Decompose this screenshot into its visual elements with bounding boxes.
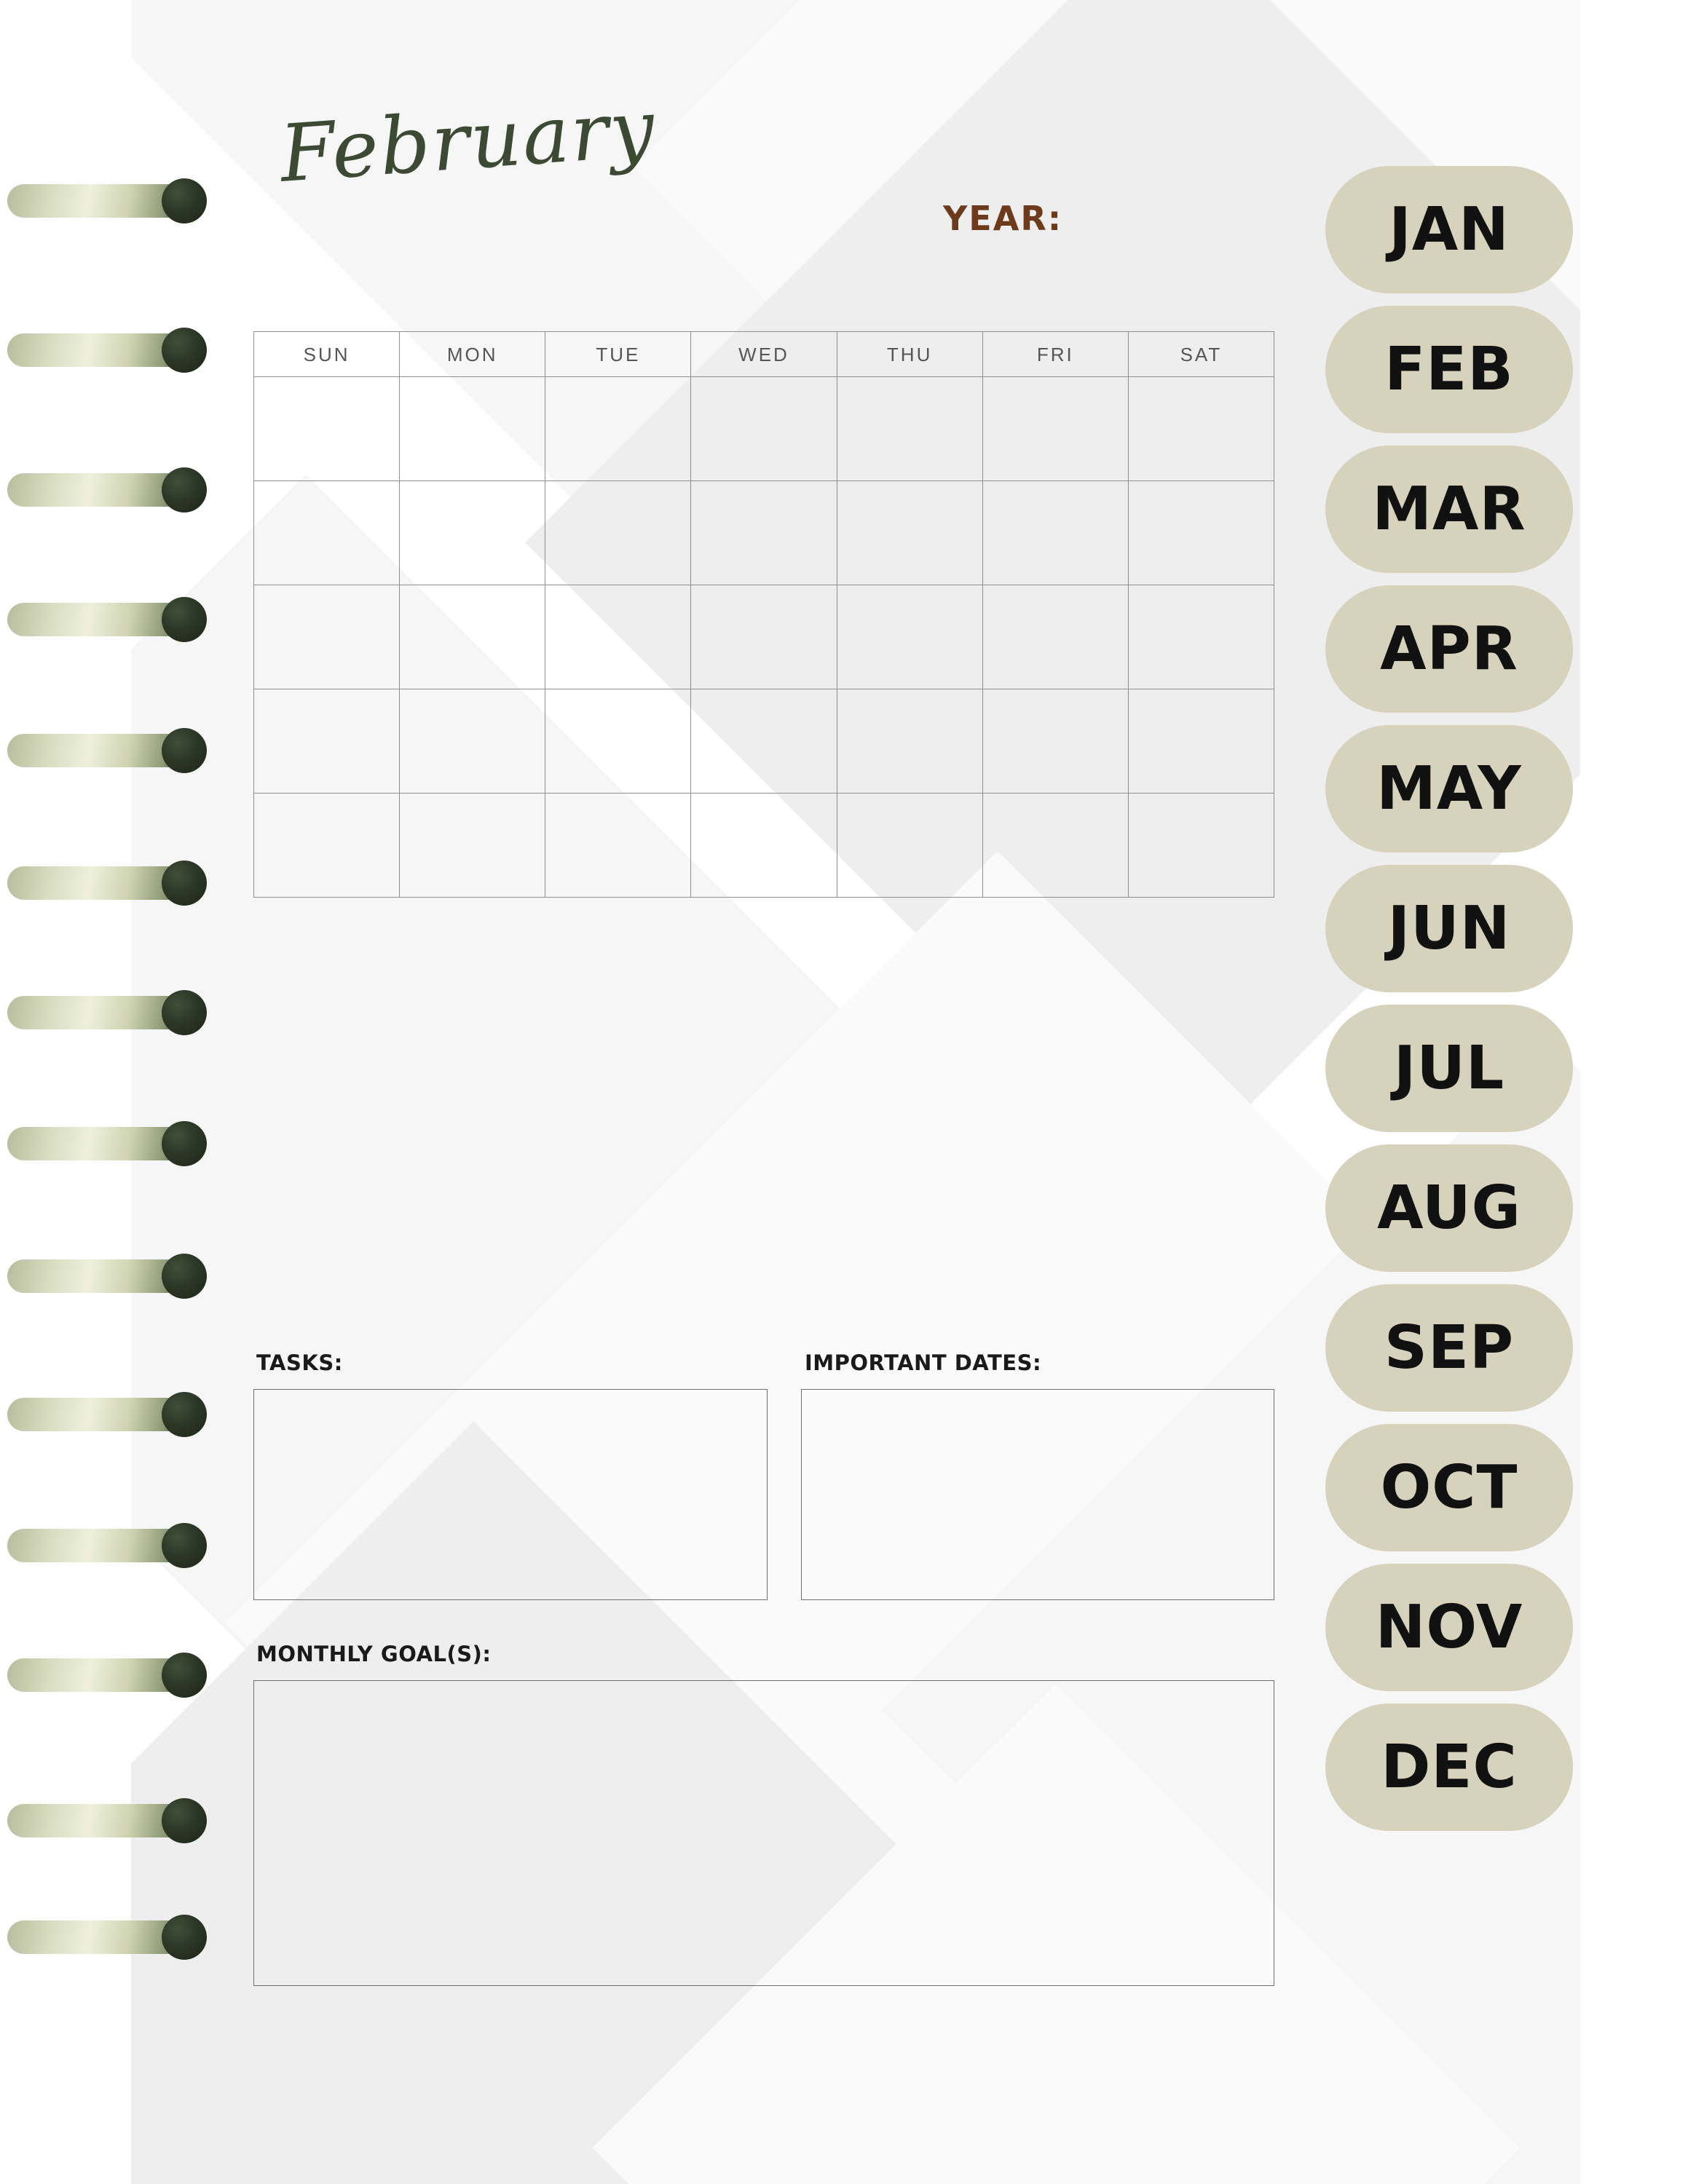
spiral-ring-icon (7, 328, 226, 373)
month-tab-may[interactable]: MAY (1325, 725, 1573, 852)
spiral-ring-icon (7, 1798, 226, 1843)
calendar-day-cell[interactable] (545, 585, 691, 689)
spiral-binding (0, 0, 240, 2184)
weekday-header-wed: WED (691, 332, 837, 377)
calendar-day-cell[interactable] (837, 585, 983, 689)
calendar-day-cell[interactable] (983, 689, 1129, 794)
calendar-day-cell[interactable] (837, 377, 983, 481)
tasks-label: TASKS: (256, 1350, 343, 1375)
spiral-ring-icon (7, 1915, 226, 1960)
calendar-day-cell[interactable] (691, 481, 837, 585)
weekday-header-sat: SAT (1129, 332, 1274, 377)
spiral-ring-icon (7, 1653, 226, 1698)
month-tab-sep[interactable]: SEP (1325, 1284, 1573, 1412)
spiral-ring-icon (7, 860, 226, 906)
calendar-day-cell[interactable] (400, 481, 545, 585)
month-tab-mar[interactable]: MAR (1325, 446, 1573, 573)
calendar-day-cell[interactable] (545, 377, 691, 481)
month-tab-dec[interactable]: DEC (1325, 1704, 1573, 1831)
calendar-day-cell[interactable] (983, 481, 1129, 585)
calendar-day-cell[interactable] (983, 585, 1129, 689)
calendar-day-cell[interactable] (254, 689, 400, 794)
spiral-ring-icon (7, 1392, 226, 1437)
spiral-ring-icon (7, 1121, 226, 1166)
year-label: YEAR: (943, 199, 1063, 238)
calendar-day-cell[interactable] (400, 794, 545, 898)
calendar-day-cell[interactable] (983, 794, 1129, 898)
calendar-day-cell[interactable] (254, 585, 400, 689)
calendar-day-cell[interactable] (1129, 481, 1274, 585)
calendar-week-row (254, 377, 1274, 481)
calendar-header-row (254, 332, 1274, 377)
calendar-day-cell[interactable] (400, 377, 545, 481)
important-dates-label: IMPORTANT DATES: (805, 1350, 1042, 1375)
calendar-day-cell[interactable] (691, 377, 837, 481)
calendar-week-row (254, 794, 1274, 898)
calendar-day-cell[interactable] (1129, 585, 1274, 689)
weekday-header-fri: FRI (983, 332, 1129, 377)
weekday-header-tue: TUE (545, 332, 691, 377)
calendar-day-cell[interactable] (837, 481, 983, 585)
monthly-goals-label: MONTHLY GOAL(S): (256, 1642, 492, 1666)
calendar-day-cell[interactable] (254, 794, 400, 898)
spiral-ring-icon (7, 467, 226, 513)
spiral-ring-icon (7, 597, 226, 642)
weekday-header-mon: MON (400, 332, 545, 377)
important-dates-input[interactable] (801, 1389, 1274, 1600)
month-tab-jan[interactable]: JAN (1325, 166, 1573, 293)
calendar-day-cell[interactable] (1129, 794, 1274, 898)
calendar-grid (253, 331, 1274, 898)
month-tab-nov[interactable]: NOV (1325, 1564, 1573, 1691)
spiral-ring-icon (7, 728, 226, 773)
spiral-ring-icon (7, 178, 226, 223)
calendar-day-cell[interactable] (545, 481, 691, 585)
calendar-day-cell[interactable] (691, 689, 837, 794)
weekday-header-sun: SUN (254, 332, 400, 377)
calendar-day-cell[interactable] (983, 377, 1129, 481)
month-tab-feb[interactable]: FEB (1325, 306, 1573, 433)
month-tab-apr[interactable]: APR (1325, 585, 1573, 713)
calendar-day-cell[interactable] (837, 689, 983, 794)
calendar-day-cell[interactable] (254, 377, 400, 481)
calendar-day-cell[interactable] (400, 585, 545, 689)
spiral-ring-icon (7, 1523, 226, 1568)
month-tab-aug[interactable]: AUG (1325, 1144, 1573, 1272)
calendar-day-cell[interactable] (691, 794, 837, 898)
calendar-day-cell[interactable] (1129, 689, 1274, 794)
month-tab-oct[interactable]: OCT (1325, 1424, 1573, 1551)
calendar-day-cell[interactable] (545, 689, 691, 794)
calendar-day-cell[interactable] (837, 794, 983, 898)
monthly-goals-input[interactable] (253, 1680, 1274, 1986)
tasks-input[interactable] (253, 1389, 768, 1600)
calendar-day-cell[interactable] (1129, 377, 1274, 481)
calendar-week-row (254, 481, 1274, 585)
calendar-week-row (254, 689, 1274, 794)
calendar-day-cell[interactable] (691, 585, 837, 689)
month-tab-jun[interactable]: JUN (1325, 865, 1573, 992)
spiral-ring-icon (7, 1254, 226, 1299)
month-tab-list (1325, 166, 1580, 1843)
calendar-day-cell[interactable] (254, 481, 400, 585)
calendar-day-cell[interactable] (545, 794, 691, 898)
month-tab-jul[interactable]: JUL (1325, 1005, 1573, 1132)
spiral-ring-icon (7, 990, 226, 1035)
page-title: February (277, 83, 659, 200)
weekday-header-thu: THU (837, 332, 983, 377)
calendar-week-row (254, 585, 1274, 689)
calendar-day-cell[interactable] (400, 689, 545, 794)
